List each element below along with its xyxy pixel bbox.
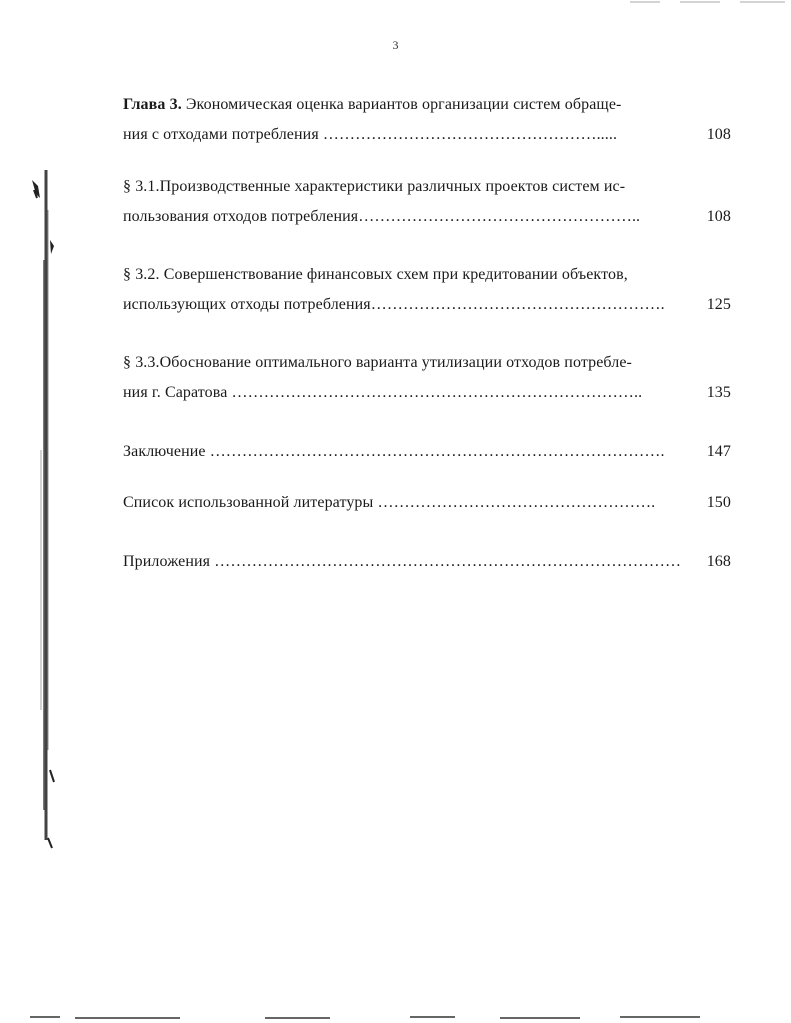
toc-entry-title-line-1: § 3.1.Производственные характеристики различных проектов систем ис- [123,178,626,195]
toc-page-number: 147 [706,443,731,460]
toc-entry-section-3-2[interactable] [123,260,731,320]
toc-entry-title: Заключение …………………………………………………………………………. [123,443,665,460]
toc-entry-section-3-3[interactable] [123,348,731,408]
toc-entry-title-line-2: ния г. Саратова ………………………………………………………………….. [123,384,643,401]
toc-page-number: 150 [706,494,731,511]
toc-page-number: 135 [706,384,731,401]
scan-bottom-edge [0,1012,791,1023]
toc-entry-conclusion[interactable] [123,437,731,467]
chapter-label: Глава 3. [123,96,182,113]
toc-entry-references[interactable] [123,488,731,518]
toc-entry-appendices[interactable] [123,547,731,577]
toc-entry-title: Приложения …………………………………………………………………………… [123,553,682,570]
toc-entry-title: Список использованной литературы ……………………………………………. [123,494,656,511]
toc-entry-section-3-1[interactable] [123,172,731,232]
toc-entry-title-line-2: пользования отходов потребления…………………………………………….. [123,208,641,225]
toc-page-number: 125 [706,296,731,313]
toc-entry-title-line-2: использующих отходы потребления………………………………………………. [123,296,665,313]
scan-binding-edge [28,150,56,850]
toc-entry-chapter-3[interactable] [123,90,731,150]
toc-page-number: 168 [706,553,731,570]
toc-entry-title-line-1: § 3.3.Обоснование оптимального варианта утилизации отходов потребле- [123,354,632,371]
toc-entry-title-line-2: ния с отходами потребления ……………………………………………..... [123,126,618,143]
toc-entry-title-line-1: Глава 3. Экономическая оценка вариантов организации систем обраще- [123,96,622,113]
page-number: 3 [392,38,399,52]
toc-page-number: 108 [706,126,731,143]
scan-top-edge [620,0,791,8]
toc-page-number: 108 [706,208,731,225]
toc-entry-title-line-1: § 3.2. Совершенствование финансовых схем при кредитовании объектов, [123,266,628,283]
